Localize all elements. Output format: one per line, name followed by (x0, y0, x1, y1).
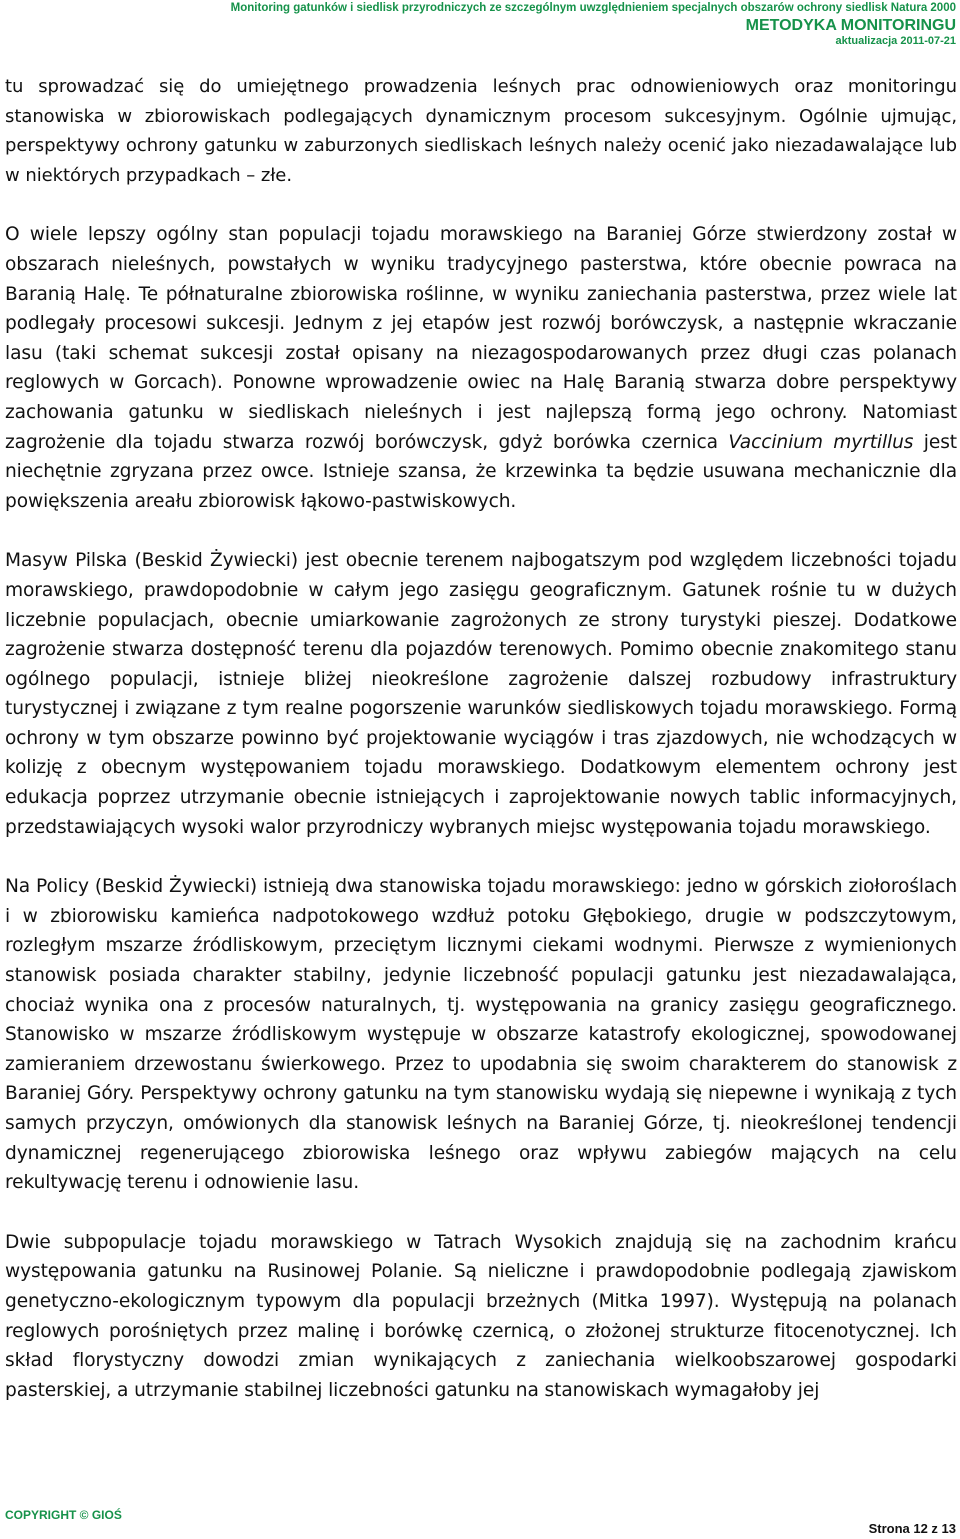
paragraph-text: Na Policy (Beskid Żywiecki) istnieją dwa stanowiska tojadu morawskiego: jedno w górskich ziołoroślach i w zbiorowisku kamieńca nadpotokowego wzdłuż potoku Głębokiego, drugie w podszczytowym, rozległym mszarze źródliskowym, przeciętym licznymi ciekami wodnymi. Pierwsze z wymienionych stanowisk posiada charakter stabilny, jedynie liczebność populacji gatunku jest niezadawalająca, chociaż wynika ona z procesów naturalnych, tj. występowania na granicy zasięgu geograficznego. Stanowisko w mszarze źródliskowym występuje w obszarze katastrofy ekologicznej, spowodowanej zamieraniem drzewostanu świerkowego. Przez to upodabnia się swoim charakterem do stanowisk z Baraniej Góry. Perspektywy ochrony gatunku na tym stanowisku wydają się niepewne i wynikają z tych samych przyczyn, omówionych dla stanowisk leśnych na Baraniej Górze, tj. nieokreślonej tendencji dynamicznej regenerującego zbiorowiska leśnego oraz wpływu zabiegów mających na celu rekultywację terenu i odnowienie lasu. (5, 876, 957, 1194)
paragraph-text: Dwie subpopulacje tojadu morawskiego w Tatrach Wysokich znajdują się na zachodnim krańcu występowania gatunku na Rusinowej Polanie. Są nieliczne i prawdopodobnie podlegają zjawiskom genetyczno-ekologicznym typowym dla populacji brzeżnych (Mitka 1997). Występują na polanach reglowych porośniętych przez malinę i borówkę czernicą, o złożonej strukturze fitocenotycznej. Ich skład florystyczny dowodzi zmian wynikających z zaniechania wielkoobszarowej gospodarki pasterskiej, a utrzymanie stabilnej liczebności gatunku na stanowiskach wymagałoby jej (5, 1231, 957, 1401)
header-section-title: METODYKA MONITORINGU (745, 16, 956, 34)
page-header (231, 2, 956, 48)
footer-page-number: Strona 12 z 13 (868, 1521, 956, 1536)
species-name: Vaccinium myrtillus (728, 431, 914, 453)
paragraph (5, 546, 957, 842)
paragraph-text: jest niechętnie zgryzana przez owce. Istnieje szansa, że krzewinka ta będzie usuwana mechanicznie dla powiększenia areału zbiorowisk łąkowo-pastwiskowych. (5, 431, 957, 512)
header-series-title: Monitoring gatunków i siedlisk przyrodniczych ze szczególnym uwzględnieniem specjalnych obszarów ochrony siedlisk Natura 2000 (230, 2, 956, 14)
footer-copyright: COPYRIGHT © GIOŚ (5, 1508, 122, 1522)
paragraph (5, 872, 957, 1198)
paragraph-text: O wiele lepszy ogólny stan populacji tojadu morawskiego na Baraniej Górze stwierdzony został w obszarach nieleśnych, powstałych w wyniku tradycyjnego pasterstwa, które obecnie powraca na Baranią Halę. Te półnaturalne zbiorowiska roślinne, w wyniku zaniechania pasterstwa, przez wiele lat podlegały procesowi sukcesji. Jednym z jej etapów jest rozwój borówczysk, a następnie wkraczanie lasu (taki schemat sukcesji został opisany na niezagospodarowanych przez długi czas polanach reglowych w Gorcach). Ponowne wprowadzenie owiec na Halę Baranią stwarza dobre perspektywy zachowania gatunku w siedliskach nieleśnych i jest najlepszą formą jego ochrony. Natomiast zagrożenie dla tojadu stwarza rozwój borówczysk, gdyż borówka czernica (5, 224, 957, 453)
paragraph (5, 1228, 957, 1406)
paragraph-text: tu sprowadzać się do umiejętnego prowadzenia leśnych prac odnowieniowych oraz monitoringu stanowiska w zbiorowiskach podlegających dynamicznym procesom sukcesyjnym. Ogólnie ujmując, perspektywy ochrony gatunku w zaburzonych siedliskach leśnych należy ocenić jako niezadawalające lub w niektórych przypadkach – złe. (5, 76, 957, 186)
document-body (5, 72, 957, 1435)
paragraph-text: Masyw Pilska (Beskid Żywiecki) jest obecnie terenem najbogatszym pod względem liczebności tojadu morawskiego, prawdopodobnie w całym jego zasięgu geograficznym. Gatunek rośnie tu w dużych liczebnie populacjach, obecnie umiarkowanie zagrożonych ze strony turystyki pieszej. Dodatkowe zagrożenie stwarza dostępność terenu dla pojazdów terenowych. Pomimo obecnie znakomitego stanu ogólnego populacji, istnieje bliżej nieokreślone zagrożenie dalszej rozbudowy infrastruktury turystycznej i związane z tym realne pogorszenie warunków siedliskowych tojadu morawskiego. Formą ochrony w tym obszarze powinno być projektowanie wyciągów i tras zjazdowych, nie wchodzących w kolizję z obecnym występowaniem tojadu morawskiego. Dodatkowym elementem ochrony jest edukacja poprzez utrzymanie obecnie istniejących i zaprojektowanie nowych tablic informacyjnych, przedstawiających wysoki walor przyrodniczy wybranych miejsc występowania tojadu morawskiego. (5, 550, 957, 838)
paragraph (5, 72, 957, 190)
paragraph (5, 220, 957, 516)
header-update-date: aktualizacja 2011-07-21 (835, 34, 956, 47)
